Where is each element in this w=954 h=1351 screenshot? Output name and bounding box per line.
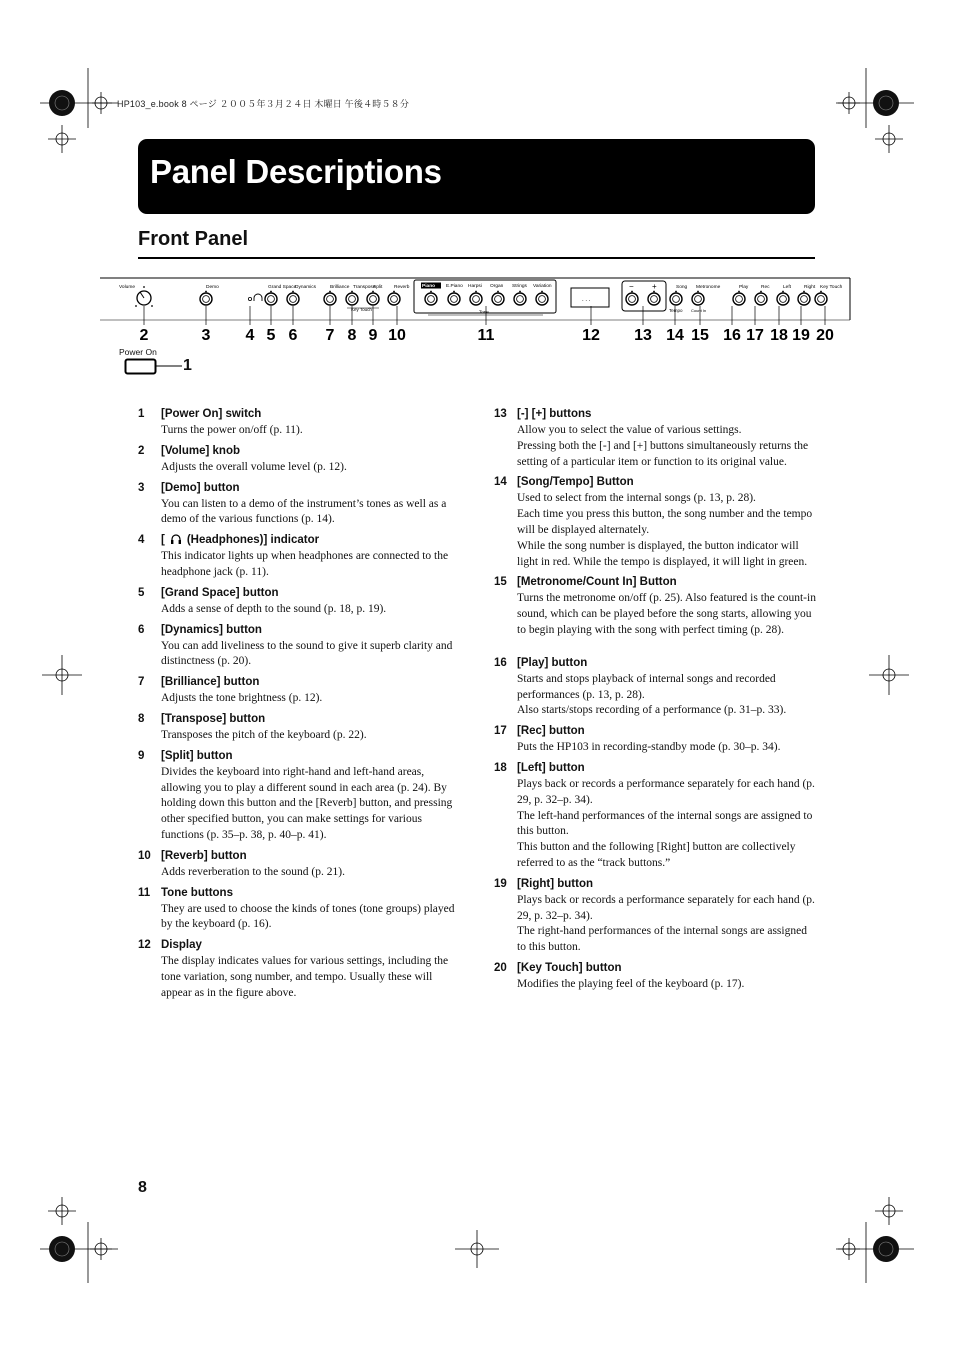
panel-label-2: Grand Space	[268, 285, 297, 290]
item-paragraph: Each time you press this button, the song number and the tempo will be displayed alternately.	[517, 508, 813, 536]
item-paragraph: The left-hand performances of the internal songs are assigned to this button.	[517, 809, 813, 838]
callout-6: 6	[288, 327, 298, 344]
item-number: 4	[138, 534, 145, 547]
item-heading	[494, 575, 816, 589]
item-heading	[138, 623, 460, 637]
item-paragraph: Transposes the pitch of the keyboard (p. 22).	[161, 728, 367, 741]
minus-label: −	[629, 282, 634, 291]
panel-label-9: E.Piano	[446, 284, 463, 289]
item-body	[161, 865, 460, 881]
item-paragraph: Plays back or records a performance separately for each hand (p. 29, p. 32–p. 34).	[517, 893, 815, 922]
item-title-wrap	[517, 761, 816, 775]
panel-label-4: Brilliance	[330, 285, 350, 290]
plus-label: +	[652, 282, 657, 291]
item-paragraph: Turns the metronome on/off (p. 25). Also featured is the count-in sound, which can be played before the song starts, allowing you to begin playing with the song with perfect timing (p. 28).	[517, 592, 816, 636]
item-heading	[138, 849, 460, 863]
countin-small-label: Count In	[691, 308, 707, 313]
description-item	[494, 407, 816, 475]
panel-label-13: Variation	[533, 284, 552, 289]
item-body	[161, 460, 460, 476]
item-heading	[138, 749, 460, 763]
item-title-wrap	[161, 749, 460, 763]
panel-label-17: Rec	[761, 285, 770, 290]
item-title: Display	[161, 939, 202, 952]
left-column	[138, 407, 460, 1007]
item-title: [Play] button	[517, 656, 588, 669]
item-heading	[494, 877, 816, 891]
panel-label-10: Harpsi	[468, 284, 482, 289]
item-title-wrap	[161, 444, 460, 458]
item-title-wrap	[517, 407, 816, 421]
panel-button-19[interactable]	[798, 291, 810, 305]
callout-18: 18	[770, 327, 788, 344]
callout-15: 15	[691, 327, 709, 344]
description-item	[494, 724, 816, 761]
item-number: 3	[138, 481, 145, 494]
item-number: 15	[494, 576, 507, 589]
item-paragraph: Starts and stops playback of internal songs and recorded performances (p. 13, p. 28).	[517, 672, 776, 701]
item-heading	[138, 712, 460, 726]
panel-button-5[interactable]	[346, 291, 358, 305]
description-item	[138, 623, 460, 676]
item-heading	[138, 533, 460, 547]
description-item	[494, 961, 816, 998]
item-body	[517, 423, 816, 470]
item-paragraph: Turns the power on/off (p. 11).	[161, 424, 303, 436]
item-title: [Transpose] button	[161, 712, 266, 725]
item-title: [Song/Tempo] Button	[517, 476, 634, 489]
panel-label-19: Right	[804, 285, 816, 290]
item-body	[161, 765, 460, 844]
item-body	[517, 672, 816, 719]
description-item	[494, 761, 816, 877]
panel-label-0: Volume	[119, 285, 135, 290]
item-body	[517, 591, 816, 638]
item-title-wrap	[161, 533, 460, 547]
item-paragraph: This indicator lights up when headphones are connected to the headphone jack (p. 11).	[161, 550, 449, 578]
item-title: [-] [+] buttons	[517, 408, 592, 420]
item-paragraph: Adds reverberation to the sound (p. 21).	[161, 865, 345, 878]
panel-button-10[interactable]	[470, 291, 482, 305]
panel-button-3[interactable]	[287, 291, 299, 305]
item-body	[161, 497, 460, 529]
panel-button-4[interactable]	[324, 291, 336, 305]
item-title-wrap	[517, 575, 816, 589]
item-body	[517, 977, 816, 993]
callout-16: 16	[723, 327, 741, 344]
headphones-icon	[170, 533, 182, 545]
item-heading	[494, 961, 816, 975]
item-heading	[494, 475, 816, 489]
item-title: [Left] button	[517, 761, 585, 774]
item-title-wrap	[161, 849, 460, 863]
panel-label-20: Key Touch	[820, 285, 843, 290]
item-body	[161, 602, 460, 618]
panel-label-8: Piano	[422, 284, 436, 289]
item-title-wrap	[161, 623, 460, 637]
item-title-wrap	[161, 938, 460, 952]
item-body	[517, 491, 816, 570]
description-item	[138, 675, 460, 712]
panel-label-7: Reverb	[394, 285, 410, 290]
item-title: [Right] button	[517, 877, 593, 890]
item-number: 11	[138, 886, 151, 899]
panel-button-17[interactable]	[755, 291, 767, 305]
item-paragraph: Divides the keyboard into right-hand and left-hand areas, allowing you to play a different sound in each area (p. 24). By holding down this button and the [Reverb] button, and pressing other specified button, you can make settings for various functions (p. 35–p. 38, p. 40–p. 41).	[161, 765, 453, 841]
item-body	[161, 902, 460, 934]
callout-13: 13	[634, 327, 652, 344]
panel-value-button-1[interactable]	[648, 291, 660, 305]
callout-8: 8	[347, 327, 357, 344]
display-dots: . . .	[582, 297, 591, 303]
callout-3: 3	[201, 327, 211, 344]
panel-button-7[interactable]	[388, 291, 400, 305]
item-paragraph: You can listen to a demo of the instrument’s tones as well as a demo of the various functions (p. 14).	[161, 497, 447, 526]
item-title: (Headphones)] indicator	[186, 534, 320, 547]
tone-small-label: Tone	[479, 309, 489, 315]
description-item	[494, 475, 816, 575]
panel-label-1: Demo	[206, 285, 219, 290]
callout-5: 5	[266, 327, 276, 344]
item-number: 5	[138, 586, 145, 599]
item-heading	[138, 586, 460, 600]
item-number: 12	[138, 939, 151, 952]
item-paragraph: They are used to choose the kinds of tones (tone groups) played by the keyboard (p. 16).	[161, 902, 455, 931]
item-title: [Power On] switch	[161, 408, 262, 420]
item-title: [Rec] button	[517, 725, 585, 738]
item-number: 16	[494, 656, 507, 669]
item-title-wrap	[161, 675, 460, 689]
item-heading	[138, 481, 460, 495]
page-number: 8	[138, 1179, 147, 1196]
power-on-label: Power On	[119, 347, 157, 357]
item-number: 1	[138, 408, 145, 420]
panel-button-13[interactable]	[536, 291, 548, 305]
item-title: [Grand Space] button	[161, 586, 279, 599]
panel-label-12: Strings	[512, 284, 527, 289]
description-item	[138, 886, 460, 939]
panel-button-9[interactable]	[448, 291, 460, 305]
item-paragraph: Modifies the playing feel of the keyboard (p. 17).	[517, 977, 745, 990]
item-number: 8	[138, 712, 145, 725]
item-paragraph: Used to select from the internal songs (p. 13, p. 28).	[517, 492, 756, 505]
callout-9: 9	[368, 327, 378, 344]
description-item	[138, 749, 460, 849]
item-heading	[138, 938, 460, 952]
item-body	[161, 549, 460, 581]
item-paragraph: Adds a sense of depth to the sound (p. 18, p. 19).	[161, 602, 387, 615]
panel-label-14: Song	[676, 285, 688, 290]
item-title: [Reverb] button	[161, 849, 247, 862]
item-title-wrap	[161, 886, 460, 900]
panel-label-6: Split	[373, 285, 383, 290]
item-number: 20	[494, 961, 507, 974]
item-title-wrap	[161, 586, 460, 600]
item-number: 17	[494, 725, 507, 738]
item-body	[517, 777, 816, 872]
panel-label-16: Play	[739, 285, 749, 290]
description-item	[138, 533, 460, 586]
item-body	[517, 893, 816, 956]
title-bar	[138, 139, 815, 214]
item-heading	[138, 444, 460, 458]
panel-button-18[interactable]	[777, 291, 789, 305]
item-heading	[494, 656, 816, 670]
item-title-wrap	[161, 712, 460, 726]
callout-12: 12	[582, 327, 600, 344]
front-panel-diagram	[100, 270, 860, 382]
description-item	[138, 712, 460, 749]
panel-label-15: Metronome	[696, 285, 721, 290]
item-paragraph: Adjusts the tone brightness (p. 12).	[161, 692, 323, 705]
item-number: 10	[138, 849, 151, 862]
panel-value-button-2[interactable]	[670, 291, 682, 305]
item-title-wrap	[161, 407, 460, 421]
panel-button-16[interactable]	[733, 291, 745, 305]
item-body	[161, 691, 460, 707]
item-title: [Metronome/Count In] Button	[517, 576, 677, 589]
right-column	[494, 407, 816, 998]
item-title-wrap	[517, 724, 816, 738]
description-item	[138, 444, 460, 481]
section-rule	[138, 257, 815, 259]
page-title: Panel Descriptions	[150, 153, 442, 190]
item-number: 7	[138, 676, 145, 689]
item-heading	[494, 761, 816, 775]
panel-button-8[interactable]	[425, 291, 437, 305]
description-item	[138, 481, 460, 534]
item-body	[161, 728, 460, 744]
spacer	[494, 644, 816, 656]
panel-label-18: Left	[783, 285, 792, 290]
callout-4: 4	[245, 327, 255, 344]
item-body	[161, 639, 460, 671]
panel-button-1[interactable]	[200, 291, 212, 305]
callout-2: 2	[139, 327, 149, 344]
item-number: 9	[138, 749, 145, 762]
item-paragraph: This button and the following [Right] button are collectively referred to as the “track buttons.”	[517, 841, 796, 869]
item-title-wrap	[517, 961, 816, 975]
item-body	[161, 423, 460, 439]
panel-value-button-0[interactable]	[626, 291, 638, 305]
item-paragraph: Puts the HP103 in recording-standby mode (p. 30–p. 34).	[517, 741, 781, 754]
item-number: 18	[494, 761, 507, 774]
item-body	[161, 954, 460, 1001]
callout-14: 14	[666, 327, 684, 344]
item-paragraph: You can add liveliness to the sound to give it superb clarity and distinctness (p. 20).	[161, 639, 453, 668]
item-paragraph: While the song number is displayed, the button indicator will light in red. While the tempo is displayed, it will light in green.	[517, 539, 808, 568]
description-item	[138, 407, 460, 444]
item-title: [Brilliance] button	[161, 676, 260, 689]
panel-label-3: Dynamics	[295, 285, 317, 290]
callout-10: 10	[388, 327, 406, 344]
item-number: 13	[494, 408, 507, 420]
item-paragraph: Pressing both the [-] and [+] buttons simultaneously returns the setting of a particular item or function to its original value.	[517, 439, 809, 468]
callout-1: 1	[183, 357, 192, 374]
panel-button-20[interactable]	[815, 291, 827, 305]
description-item	[494, 575, 816, 643]
item-body	[517, 740, 816, 756]
panel-button-2[interactable]	[265, 291, 277, 305]
item-title: [Key Touch] button	[517, 961, 622, 974]
item-title-wrap	[517, 656, 816, 670]
item-number: 2	[138, 444, 145, 457]
book-header: HP103_e.book 8 ページ ２００５年３月２４日 木曜日 午後４時５８分	[117, 99, 410, 109]
volume-knob[interactable]	[135, 286, 153, 307]
panel-label-11: Organ	[490, 284, 504, 289]
description-item	[138, 849, 460, 886]
item-paragraph: The right-hand performances of the internal songs are assigned to this button.	[517, 925, 807, 954]
description-item	[138, 586, 460, 623]
headphones-indicator	[248, 294, 262, 301]
item-heading	[138, 407, 460, 421]
description-item	[138, 938, 460, 1006]
item-number: 19	[494, 877, 507, 890]
item-number: 6	[138, 623, 145, 636]
callout-17: 17	[746, 327, 764, 344]
item-title: [Split] button	[161, 749, 233, 762]
item-paragraph: Plays back or records a performance separately for each hand (p. 29, p. 32–p. 34).	[517, 777, 815, 806]
item-number: 14	[494, 476, 507, 489]
panel-value-button-3[interactable]	[692, 291, 704, 305]
keytouch-small-label: Key Touch	[351, 307, 372, 312]
panel-button-6[interactable]	[367, 291, 379, 305]
callout-7: 7	[325, 327, 335, 344]
item-title: Tone buttons	[161, 886, 233, 899]
description-item	[494, 877, 816, 961]
item-title-wrap	[161, 481, 460, 495]
item-heading	[494, 407, 816, 421]
callout-19: 19	[792, 327, 810, 344]
callout-11: 11	[477, 327, 495, 344]
item-paragraph: Adjusts the overall volume level (p. 12).	[161, 460, 347, 473]
panel-button-11[interactable]	[492, 291, 504, 305]
item-title-prefix: [	[161, 534, 165, 547]
item-paragraph: The display indicates values for various settings, including the tone variation, song number, and tempo. Usually these will appear as in the figure above.	[161, 955, 449, 999]
panel-label-5: Transpose	[353, 285, 376, 290]
power-switch[interactable]	[124, 358, 204, 378]
item-paragraph: Allow you to select the value of various settings.	[517, 424, 742, 436]
item-heading	[138, 886, 460, 900]
item-paragraph: Also starts/stops recording of a performance (p. 31–p. 33).	[517, 704, 787, 717]
panel-button-12[interactable]	[514, 291, 526, 305]
tempo-small-label: Tempo	[669, 308, 683, 313]
description-item	[494, 656, 816, 724]
item-title-wrap	[517, 877, 816, 891]
callout-20: 20	[816, 327, 834, 344]
item-title: [Demo] button	[161, 481, 240, 494]
item-title: [Dynamics] button	[161, 623, 262, 636]
item-heading	[494, 724, 816, 738]
item-title-wrap	[517, 475, 816, 489]
section-heading: Front Panel	[138, 228, 249, 250]
item-title: [Volume] knob	[161, 444, 241, 457]
item-heading	[138, 675, 460, 689]
